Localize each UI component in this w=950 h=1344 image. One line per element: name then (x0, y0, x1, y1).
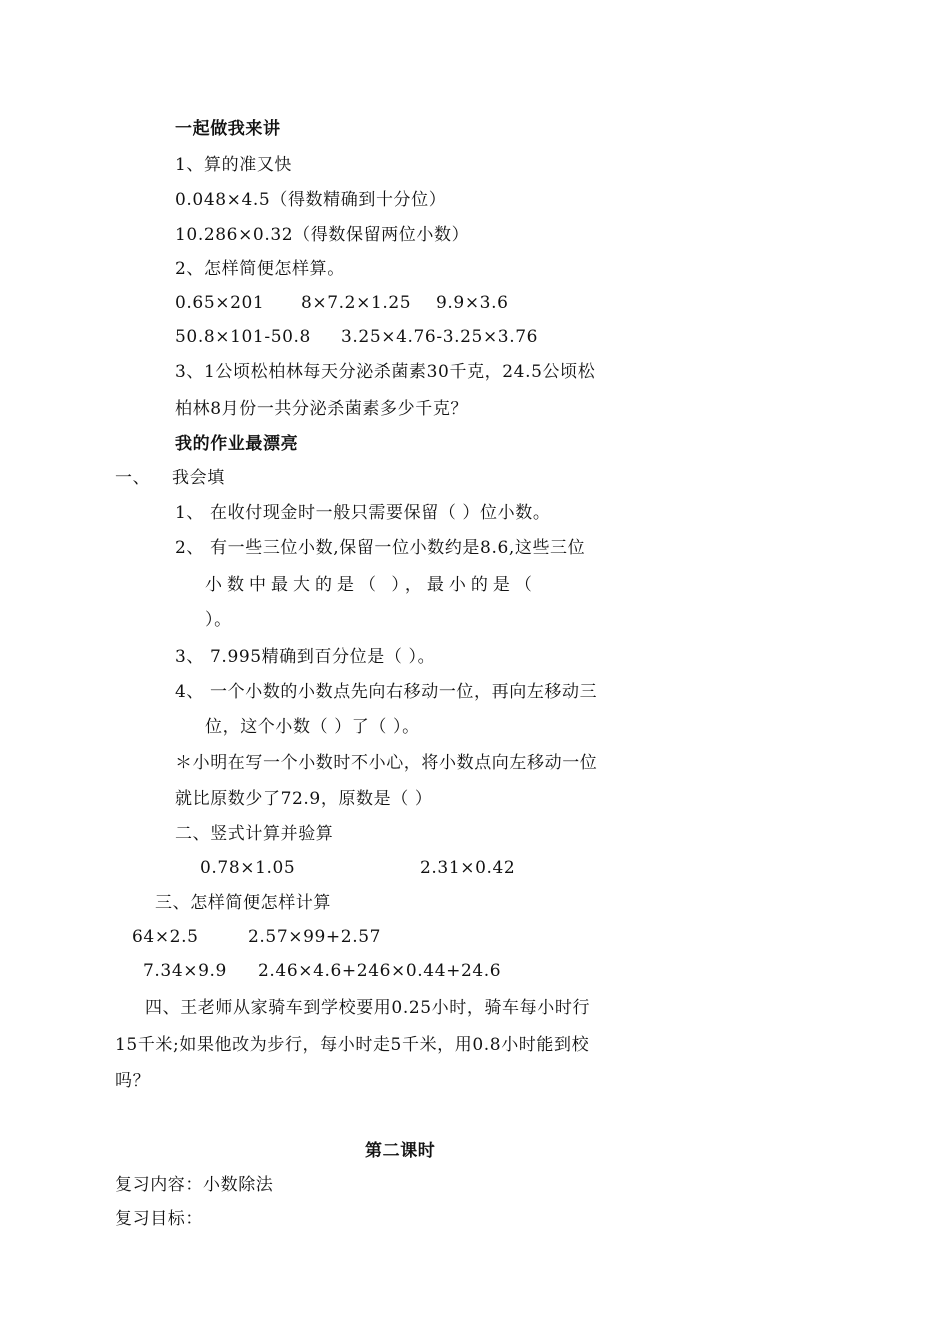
question-2-expr-5: 3.25×4.76-3.25×3.76 (341, 327, 539, 347)
part-4-line-3: 吗？ (115, 1071, 151, 1091)
question-3-line-2: 柏林8月份一共分泌杀菌素多少千克？ (175, 399, 469, 419)
part-4-line-1: 四、王老师从家骑车到学校要用0.25小时，骑车每小时行 (145, 998, 591, 1018)
question-2-expr-4: 50.8×101-50.8 (175, 327, 311, 347)
heading-practice-together: 一起做我来讲 (175, 119, 281, 139)
question-1-title: 1、算的准又快 (175, 155, 293, 175)
fill-3: 3、 7.995精确到百分位是（ ）。 (175, 647, 436, 667)
part-3-title: 三、怎样简便怎样计算 (155, 893, 331, 913)
heading-second-lesson: 第二课时 (365, 1141, 436, 1161)
part-3-expr-2: 2.57×99+2.57 (248, 927, 382, 947)
part-4-line-2: 15千米;如果他改为步行，每小时走5千米，用0.8小时能到校 (115, 1035, 590, 1055)
fill-2-line-1: 2、 有一些三位小数,保留一位小数约是8.6,这些三位 (175, 538, 586, 558)
fill-2-line-3: ）。 (205, 610, 232, 630)
question-3-line-1: 3、1公顷松柏林每天分泌杀菌素30千克，24.5公顷松 (175, 362, 596, 382)
part-1-title: 我会填 (172, 468, 225, 488)
part-2-expr-1: 0.78×1.05 (200, 858, 296, 878)
star-question-line-1: ＊小明在写一个小数时不小心，将小数点向左移动一位 (175, 753, 598, 773)
question-1-b: 10.286×0.32（得数保留两位小数） (175, 225, 470, 245)
part-2-expr-2: 2.31×0.42 (420, 858, 516, 878)
part-1-number: 一、 (115, 468, 151, 488)
fill-4-line-2: 位，这个小数（ ）了（ ）。 (205, 717, 420, 737)
star-question-line-2: 就比原数少了72.9，原数是（ ） (175, 789, 433, 809)
question-2-expr-1: 0.65×201 (175, 293, 265, 313)
review-content: 复习内容：小数除法 (115, 1175, 274, 1195)
fill-2-line-2: 小数中最大的是（ ），最小的是（ (205, 575, 537, 595)
part-3-expr-1: 64×2.5 (132, 927, 199, 947)
part-2-title: 二、竖式计算并验算 (175, 824, 334, 844)
fill-1: 1、 在收付现金时一般只需要保留（ ）位小数。 (175, 503, 551, 523)
question-2-expr-2: 8×7.2×1.25 (301, 293, 412, 313)
question-2-title: 2、怎样简便怎样算。 (175, 259, 345, 279)
part-3-expr-3: 7.34×9.9 (143, 961, 227, 981)
question-2-expr-3: 9.9×3.6 (436, 293, 509, 313)
heading-homework: 我的作业最漂亮 (175, 434, 299, 454)
part-3-expr-4: 2.46×4.6+246×0.44+24.6 (258, 961, 502, 981)
review-goal: 复习目标： (115, 1209, 203, 1229)
question-1-a: 0.048×4.5（得数精确到十分位） (175, 190, 447, 210)
fill-4-line-1: 4、 一个小数的小数点先向右移动一位，再向左移动三 (175, 682, 598, 702)
